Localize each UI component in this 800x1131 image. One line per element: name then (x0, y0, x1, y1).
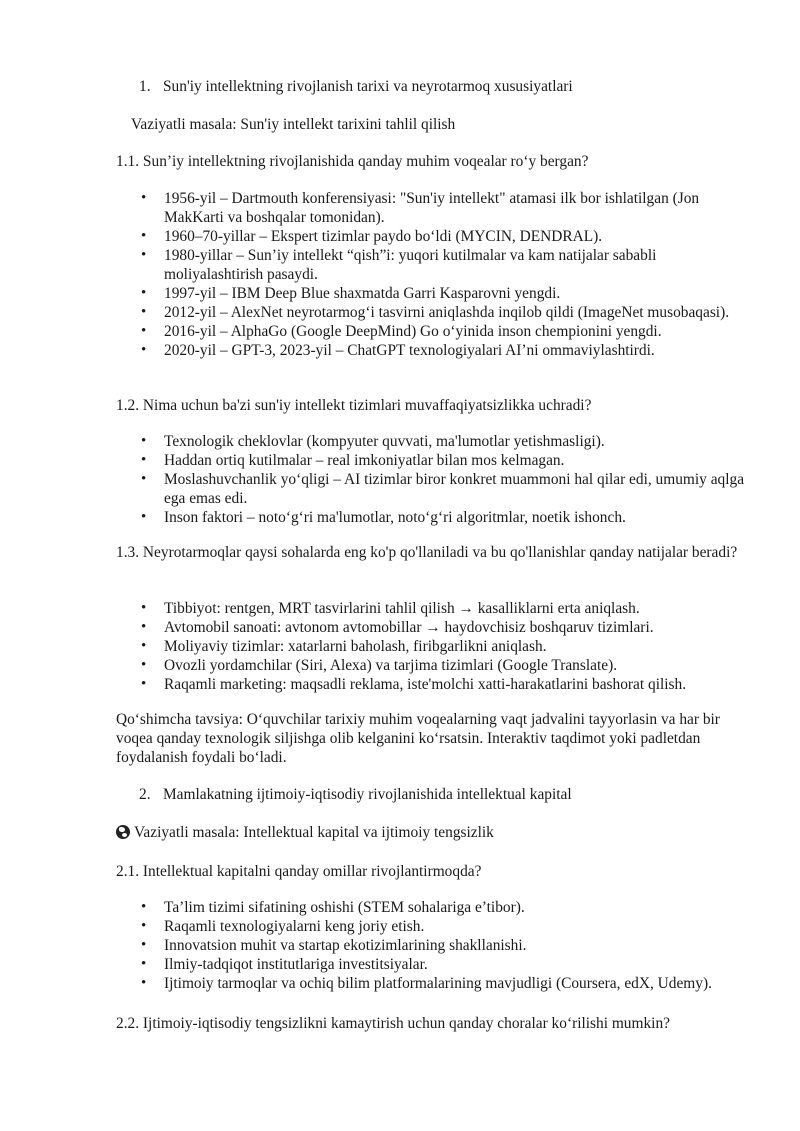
question-1-3: 1.3. Neyrotarmoqlar qaysi sohalarda eng ko'p qo'llaniladi va bu qo'llanishlar qanday natijalar beradi? (116, 544, 738, 561)
list-item: • Texnologik cheklovlar (kompyuter quvvati, ma'lumotlar yetishmasligi). (116, 432, 746, 451)
list-item: • Raqamli marketing: maqsadli reklama, iste'molchi xatti-harakatlarini bashorat qilish. (116, 675, 746, 694)
list-item: • Avtomobil sanoati: avtonom avtomobillar → haydovchisiz boshqaruv tizimlari. (116, 618, 746, 637)
list-item: • Haddan ortiq kutilmalar – real imkoniyatlar bilan mos kelmagan. (116, 451, 746, 470)
section-1-situation: Vaziyatli masala: Sun'iy intellekt tarixini tahlil qilish (131, 116, 456, 133)
section-2-situation (116, 823, 746, 842)
list-item: • Moslashuvchanlik yo‘qligi – AI tizimlar biror konkret muammoni hal qilar edi, umumiy aqlga ega emas edi. (116, 470, 746, 508)
question-1-1: 1.1. Sun’iy intellektning rivojlanishida qanday muhim voqealar ro‘y bergan? (116, 153, 589, 170)
list-item: • Ijtimoiy tarmoqlar va ochiq bilim platformalarining mavjudligi (Coursera, edX, Udemy). (116, 974, 746, 993)
question-2-2: 2.2. Ijtimoiy-iqtisodiy tengsizlikni kamaytirish uchun qanday choralar ko‘rilishi mumkin? (116, 1015, 670, 1032)
section-1-title: Sun'iy intellektning rivojlanish tarixi va neyrotarmoq xususiyatlari (163, 78, 573, 95)
list-item: • Ta’lim tizimi sifatining oshishi (STEM sohalariga e’tibor). (116, 898, 746, 917)
list-item: • 2020-yil – GPT-3, 2023-yil – ChatGPT texnologiyalari AI’ni ommaviylashtirdi. (116, 341, 746, 360)
list-item: • 1997-yil – IBM Deep Blue shaxmatda Garri Kasparovni yengdi. (116, 284, 746, 303)
question-1-1-list (116, 189, 746, 360)
list-item: • Raqamli texnologiyalarni keng joriy etish. (116, 917, 746, 936)
question-1-2-list (116, 432, 746, 527)
list-item: • Tibbiyot: rentgen, MRT tasvirlarini tahlil qilish → kasalliklarni erta aniqlash. (116, 599, 746, 618)
question-1-2: 1.2. Nima uchun ba'zi sun'iy intellekt tizimlari muvaffaqiyatsizlikka uchradi? (116, 397, 592, 414)
extra-recommendation: Qo‘shimcha tavsiya: O‘quvchilar tarixiy muhim voqealarning vaqt jadvalini tayyorlasin va har bir voqea qanday texnologik siljishga olib kelganini ko‘rsatsin. Interaktiv taqdimot yoki padletdan foydalanish foydali bo‘ladi. (116, 711, 720, 766)
section-2-number: 2. (139, 786, 151, 803)
list-item: • Ilmiy-tadqiqot institutlariga investitsiyalar. (116, 955, 746, 974)
section-2-title: Mamlakatning ijtimoiy-iqtisodiy rivojlanishida intellektual kapital (163, 786, 572, 803)
list-item: • 1956-yil – Dartmouth konferensiyasi: "Sun'iy intellekt" atamasi ilk bor ishlatilgan (Jon MakKarti va boshqalar tomonidan). (116, 189, 746, 227)
section-2-heading (139, 785, 739, 804)
list-item: • Ovozli yordamchilar (Siri, Alexa) va tarjima tizimlari (Google Translate). (116, 656, 746, 675)
question-1-3-list (116, 599, 746, 694)
list-item: • 1980-yillar – Sun’iy intellekt “qish”i: yuqori kutilmalar va kam natijalar sababli moliyalashtirish pasaydi. (116, 246, 746, 284)
list-item: • 2016-yil – AlphaGo (Google DeepMind) Go o‘yinida inson chempionini yengdi. (116, 322, 746, 341)
list-item: • Innovatsion muhit va startap ekotizimlarining shakllanishi. (116, 936, 746, 955)
question-2-1: 2.1. Intellektual kapitalni qanday omillar rivojlantirmoqda? (116, 863, 482, 880)
list-item: • 1960–70-yillar – Ekspert tizimlar paydo bo‘ldi (MYCIN, DENDRAL). (116, 227, 746, 246)
section-1-heading (139, 77, 739, 96)
section-2-situation-text: Vaziyatli masala: Intellektual kapital va ijtimoiy tengsizlik (134, 824, 494, 841)
globe-icon (116, 825, 130, 839)
section-1-number: 1. (139, 78, 151, 95)
list-item: • Inson faktori – noto‘g‘ri ma'lumotlar, noto‘g‘ri algoritmlar, noetik ishonch. (116, 508, 746, 527)
list-item: • 2012-yil – AlexNet neyrotarmog‘i tasvirni aniqlashda inqilob qildi (ImageNet musobaqasi). (116, 303, 746, 322)
question-2-1-list (116, 898, 746, 993)
list-item: • Moliyaviy tizimlar: xatarlarni baholash, firibgarlikni aniqlash. (116, 637, 746, 656)
